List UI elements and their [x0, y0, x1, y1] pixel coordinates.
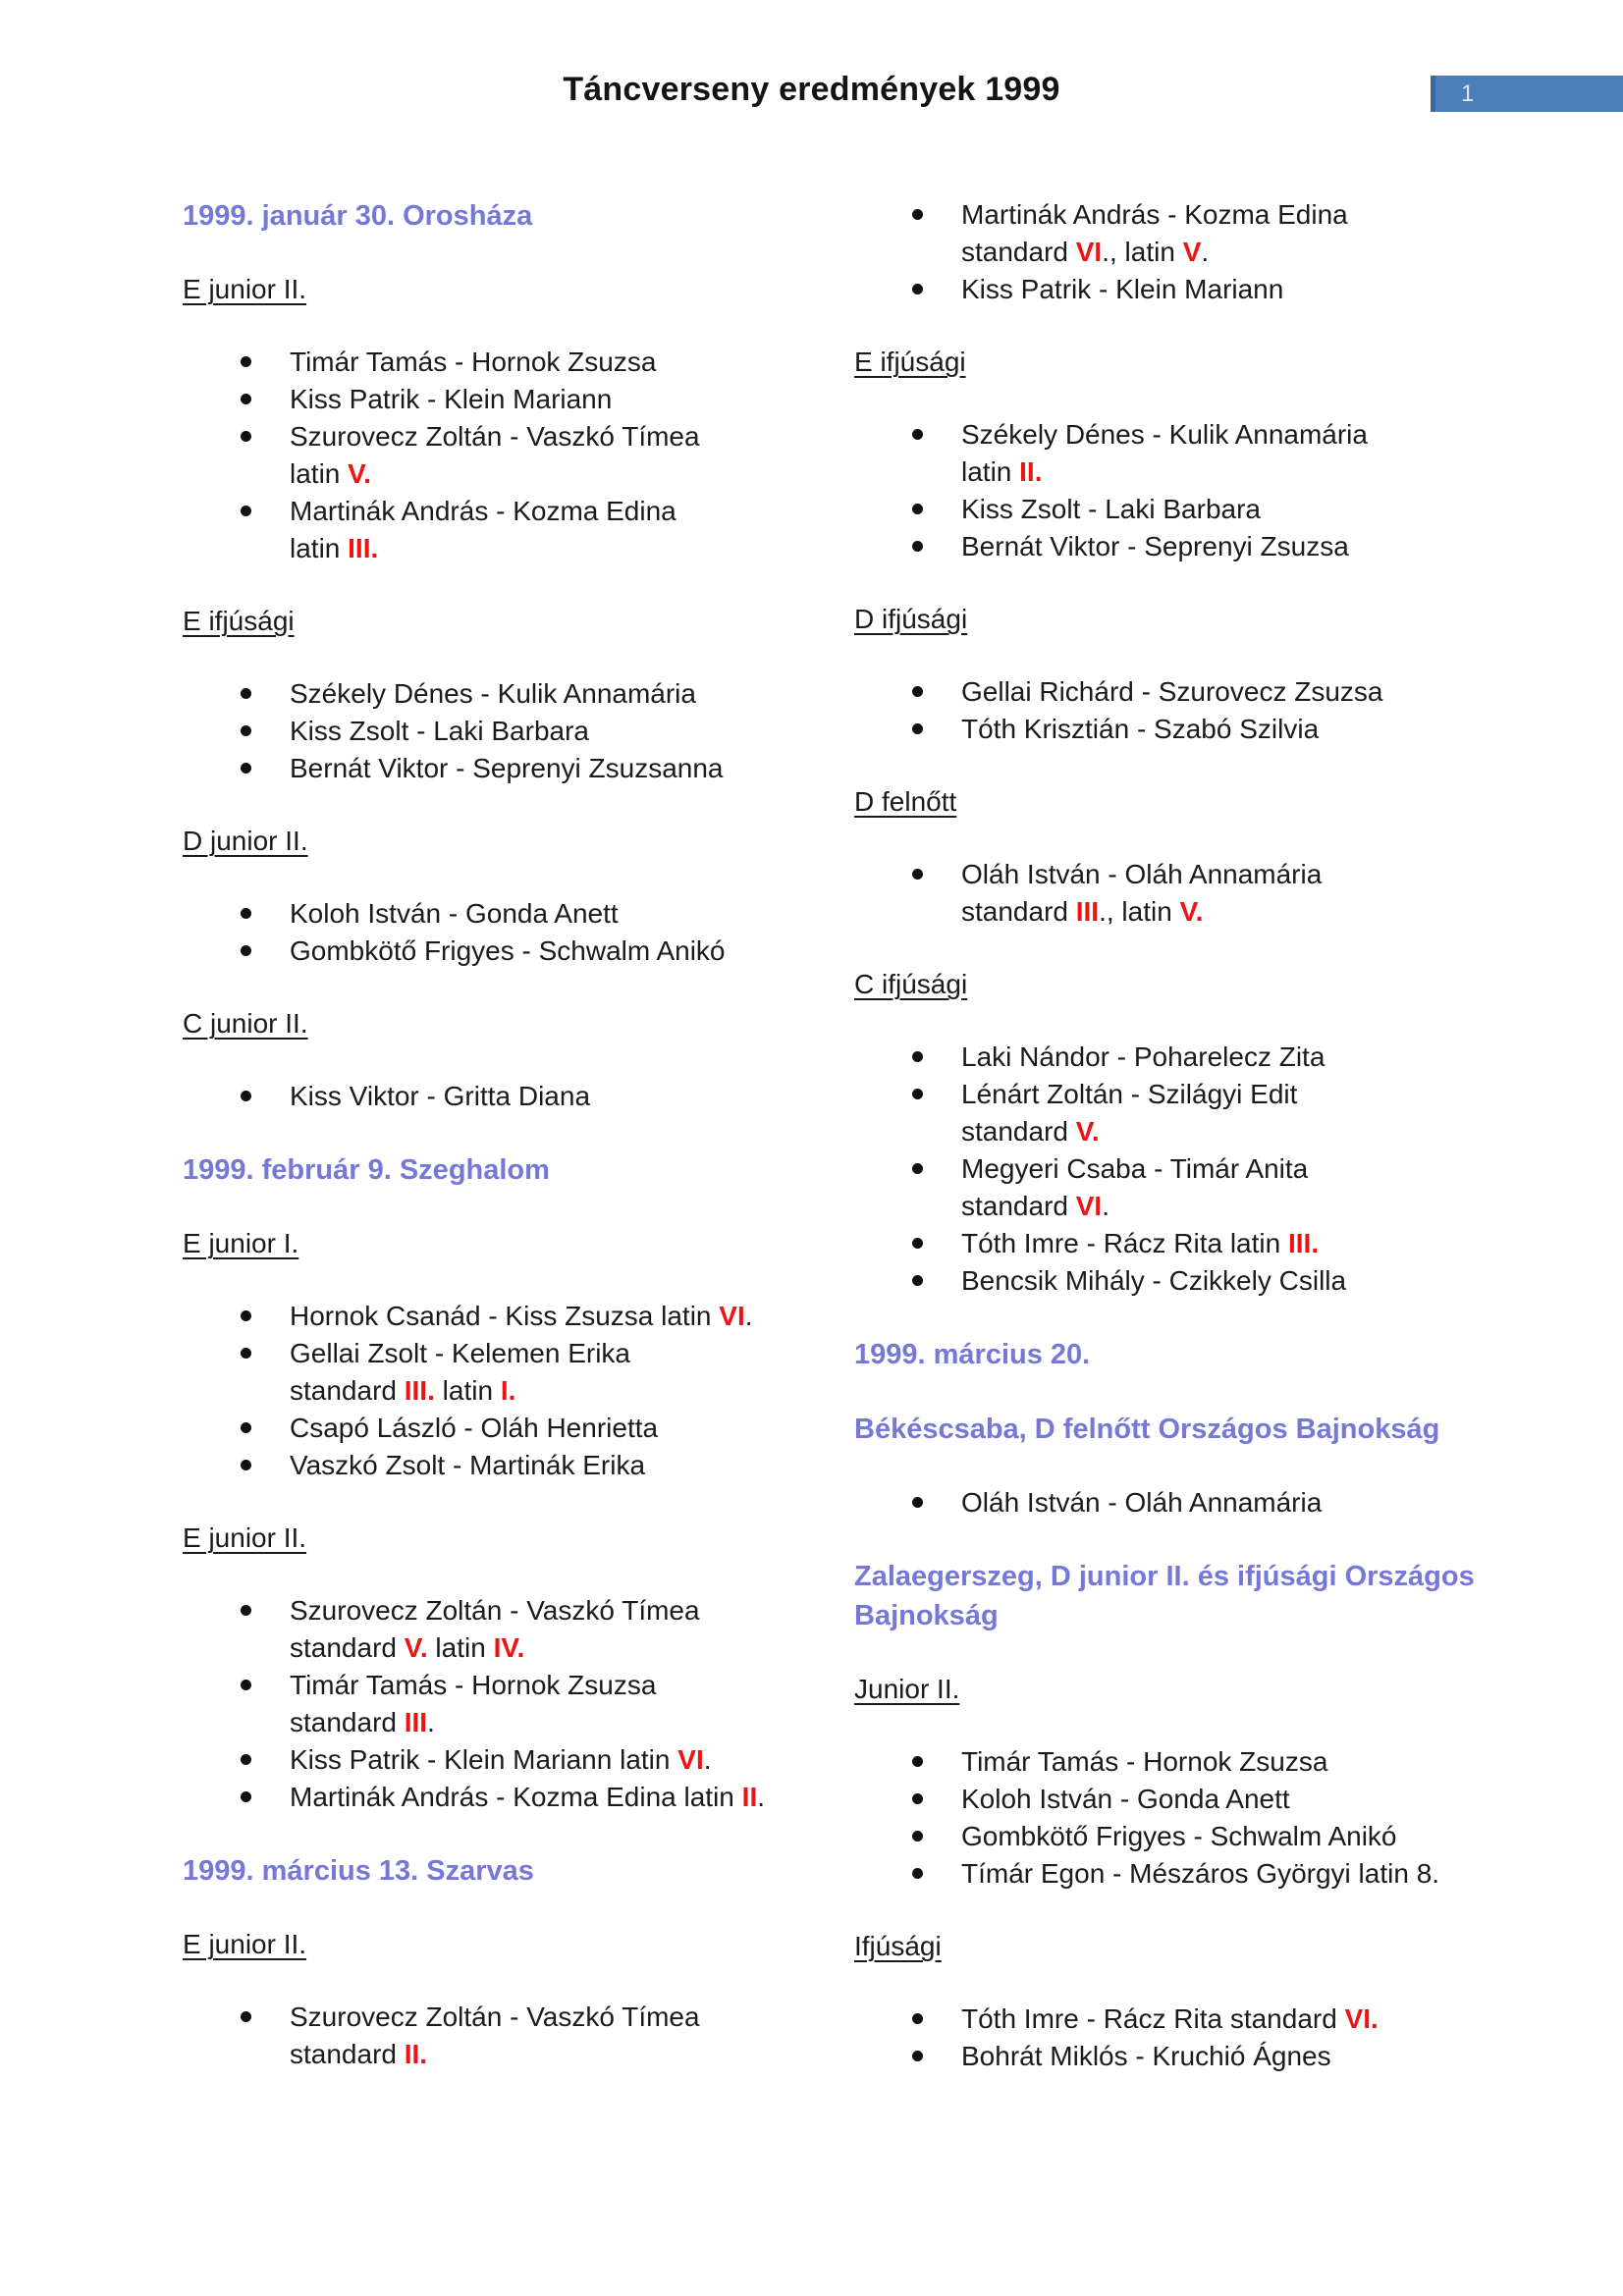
couple-names: Martinák András - Kozma Edina [961, 199, 1348, 230]
result-line [290, 713, 819, 750]
result-item [290, 1447, 819, 1484]
result-item [961, 1855, 1490, 1893]
result-item [290, 1999, 819, 2073]
couple-names: Szurovecz Zoltán - Vaszkó Tímea [290, 421, 700, 452]
couple-names: . [1201, 237, 1210, 267]
event-heading [854, 1410, 1490, 1449]
couple-names: Hornok Csanád - Kiss Zsuzsa latin [290, 1301, 720, 1331]
placement-number: VI [677, 1744, 704, 1775]
results-list [854, 673, 1490, 748]
result-line [290, 675, 819, 713]
result-line [961, 528, 1490, 565]
result-line [290, 344, 819, 381]
placement-number: V. [348, 458, 372, 489]
right-column [854, 196, 1490, 2110]
result-item [290, 895, 819, 933]
result-item [290, 1078, 819, 1115]
heading-text: D ifjúsági [854, 604, 968, 634]
category-heading [854, 966, 1490, 1003]
result-line [961, 1484, 1490, 1522]
heading-text: C junior II. [183, 1008, 308, 1039]
result-line [961, 1188, 1490, 1225]
result-line [290, 1372, 819, 1410]
couple-names: . [744, 1301, 753, 1331]
placement-number: VI [719, 1301, 745, 1331]
result-item [290, 713, 819, 750]
heading-text: C ifjúsági [854, 969, 968, 999]
couple-names: Kiss Zsolt - Laki Barbara [961, 494, 1261, 524]
placement-number: I. [500, 1375, 516, 1406]
placement-number: V [1182, 237, 1202, 267]
couple-names: Koloh István - Gonda Anett [290, 898, 619, 929]
couple-names: Gombkötő Frigyes - Schwalm Anikó [961, 1821, 1397, 1851]
result-item [961, 1076, 1490, 1150]
result-line [290, 2036, 819, 2073]
result-line [290, 530, 819, 567]
couple-names: Bernát Viktor - Seprenyi Zsuzsanna [290, 753, 724, 783]
category-heading [854, 783, 1490, 821]
results-list [183, 1999, 819, 2073]
couple-names: Oláh István - Oláh Annamária [961, 1487, 1323, 1518]
couple-names: standard [961, 896, 1076, 927]
result-line [961, 2038, 1490, 2075]
result-item [290, 1298, 819, 1335]
couple-names: Kiss Zsolt - Laki Barbara [290, 716, 589, 746]
result-line [290, 455, 819, 493]
couple-names: Oláh István - Oláh Annamária [961, 859, 1323, 889]
result-item [961, 491, 1490, 528]
result-item [290, 933, 819, 970]
couple-names: standard [961, 1191, 1076, 1221]
results-list [854, 1039, 1490, 1300]
result-line [961, 1818, 1490, 1855]
result-item [961, 196, 1490, 271]
heading-text: E junior II. [183, 274, 307, 304]
heading-text: Junior II. [854, 1674, 960, 1704]
couple-names: latin [427, 1632, 494, 1663]
heading-text: Zalaegerszeg, D junior II. és ifjúsági Országos Bajnokság [854, 1561, 1475, 1631]
heading-text: 1999. március 13. Szarvas [183, 1855, 534, 1887]
result-line [290, 1592, 819, 1629]
result-line [961, 1039, 1490, 1076]
result-line [290, 1779, 819, 1816]
result-item [290, 1410, 819, 1447]
left-column [183, 196, 819, 2109]
results-list [854, 196, 1490, 308]
couple-names: Gellai Richárd - Szurovecz Zsuzsa [961, 676, 1383, 707]
result-item [961, 2001, 1490, 2038]
placement-number: VI [1075, 237, 1103, 267]
couple-names: . [427, 1707, 435, 1737]
category-heading [854, 1671, 1490, 1708]
couple-names: Tóth Imre - Rácz Rita standard [961, 2003, 1345, 2034]
results-list [854, 2001, 1490, 2075]
heading-text: E ifjúsági [854, 347, 966, 377]
result-line [290, 418, 819, 455]
result-item [961, 1743, 1490, 1781]
heading-text: 1999. február 9. Szeghalom [183, 1154, 550, 1186]
couple-names: Lénárt Zoltán - Szilágyi Edit [961, 1079, 1298, 1109]
couple-names: Kiss Patrik - Klein Mariann [290, 384, 613, 414]
result-line [961, 416, 1490, 454]
category-heading [854, 1928, 1490, 1965]
couple-names: standard [961, 1116, 1076, 1147]
couple-names: latin [961, 456, 1020, 487]
couple-names: Székely Dénes - Kulik Annamária [961, 419, 1368, 450]
couple-names: standard [290, 1707, 405, 1737]
result-line [290, 1447, 819, 1484]
placement-number: III. [404, 1375, 435, 1406]
heading-text: D junior II. [183, 826, 308, 856]
result-line [961, 234, 1490, 271]
placement-number: III. [1287, 1228, 1320, 1258]
couple-names: Kiss Patrik - Klein Mariann [961, 274, 1284, 304]
couple-names: Székely Dénes - Kulik Annamária [290, 678, 696, 709]
result-line [961, 1855, 1490, 1893]
result-line [961, 673, 1490, 711]
results-list [854, 1484, 1490, 1522]
results-list [183, 1592, 819, 1816]
couple-names: . [703, 1744, 712, 1775]
result-item [961, 1781, 1490, 1818]
result-line [961, 1113, 1490, 1150]
couple-names: standard [290, 1375, 405, 1406]
result-line [290, 1078, 819, 1115]
couple-names: standard [290, 1632, 405, 1663]
heading-text: E ifjúsági [183, 606, 295, 636]
couple-names: ., latin [1102, 237, 1183, 267]
couple-names: Vaszkó Zsolt - Martinák Erika [290, 1450, 646, 1480]
couple-names: Kiss Viktor - Gritta Diana [290, 1081, 591, 1111]
results-list [183, 1298, 819, 1484]
page-number-badge [1431, 76, 1623, 112]
result-item [961, 673, 1490, 711]
placement-number: VI. [1344, 2003, 1379, 2034]
couple-names: standard [961, 237, 1076, 267]
results-list [854, 1743, 1490, 1893]
result-item [290, 675, 819, 713]
result-line [290, 1667, 819, 1704]
couple-names: Szurovecz Zoltán - Vaszkó Tímea [290, 1595, 700, 1626]
couple-names: Gombkötő Frigyes - Schwalm Anikó [290, 935, 726, 966]
couple-names: Kiss Patrik - Klein Mariann latin [290, 1744, 678, 1775]
placement-number: VI [1075, 1191, 1103, 1221]
heading-text: 1999. március 20. [854, 1339, 1091, 1370]
couple-names: Megyeri Csaba - Timár Anita [961, 1153, 1309, 1184]
result-line [961, 196, 1490, 234]
result-line [290, 1704, 819, 1741]
result-item [290, 418, 819, 493]
category-heading [183, 1926, 819, 1963]
couple-names: Tímár Egon - Mészáros Györgyi latin 8. [961, 1858, 1440, 1889]
couple-names: Koloh István - Gonda Anett [961, 1784, 1290, 1814]
result-line [961, 491, 1490, 528]
result-item [290, 493, 819, 567]
couple-names: Csapó László - Oláh Henrietta [290, 1413, 659, 1443]
couple-names: . [1102, 1191, 1109, 1221]
results-list [854, 416, 1490, 565]
couple-names: Gellai Zsolt - Kelemen Erika [290, 1338, 631, 1368]
event-heading [854, 1335, 1490, 1374]
event-heading [854, 1557, 1490, 1635]
category-heading [183, 1225, 819, 1262]
heading-text: E junior II. [183, 1522, 307, 1553]
result-item [961, 1262, 1490, 1300]
placement-number: II. [404, 2039, 428, 2069]
result-line [961, 1150, 1490, 1188]
page-number: 1 [1461, 80, 1475, 107]
couple-names: Bencsik Mihály - Czikkely Csilla [961, 1265, 1347, 1296]
result-item [961, 1484, 1490, 1522]
result-line [961, 271, 1490, 308]
result-item [961, 1818, 1490, 1855]
result-line [290, 1999, 819, 2036]
result-item [961, 2038, 1490, 2075]
result-line [290, 895, 819, 933]
heading-text: E junior I. [183, 1228, 299, 1258]
couple-names: Tóth Imre - Rácz Rita latin [961, 1228, 1288, 1258]
result-line [290, 750, 819, 787]
result-item [290, 1667, 819, 1741]
result-item [961, 711, 1490, 748]
result-line [961, 856, 1490, 893]
result-line [961, 893, 1490, 931]
result-line [961, 1743, 1490, 1781]
result-item [290, 1779, 819, 1816]
result-line [961, 1262, 1490, 1300]
event-heading [183, 196, 819, 236]
result-item [961, 416, 1490, 491]
category-heading [183, 603, 819, 640]
results-list [183, 344, 819, 567]
couple-names: ., latin [1099, 896, 1180, 927]
couple-names: latin [290, 533, 349, 563]
category-heading [183, 1005, 819, 1042]
category-heading [854, 344, 1490, 381]
placement-number: III [404, 1707, 428, 1737]
result-line [961, 2001, 1490, 2038]
result-line [290, 1741, 819, 1779]
results-list [183, 895, 819, 970]
couple-names: Bohrát Miklós - Kruchió Ágnes [961, 2041, 1331, 2071]
placement-number: II. [1019, 456, 1043, 487]
category-heading [183, 1520, 819, 1557]
couple-names: Szurovecz Zoltán - Vaszkó Tímea [290, 2002, 700, 2032]
result-item [290, 1335, 819, 1410]
result-line [290, 381, 819, 418]
heading-text: Békéscsaba, D felnőtt Országos Bajnokság [854, 1414, 1440, 1445]
result-line [961, 454, 1490, 491]
couple-names: Timár Tamás - Hornok Zsuzsa [290, 347, 657, 377]
result-item [961, 1225, 1490, 1262]
couple-names: Tóth Krisztián - Szabó Szilvia [961, 714, 1320, 744]
result-line [290, 1335, 819, 1372]
result-line [290, 1298, 819, 1335]
result-line [290, 933, 819, 970]
placement-number: II [741, 1782, 758, 1812]
result-item [290, 1592, 819, 1667]
result-item [961, 271, 1490, 308]
result-line [961, 1076, 1490, 1113]
result-item [290, 750, 819, 787]
result-item [290, 344, 819, 381]
result-item [961, 528, 1490, 565]
placement-number: III. [348, 533, 379, 563]
event-heading [183, 1851, 819, 1891]
couple-names: standard [290, 2039, 405, 2069]
results-list [183, 675, 819, 787]
heading-text: E junior II. [183, 1929, 307, 1959]
couple-names: Timár Tamás - Hornok Zsuzsa [961, 1746, 1328, 1777]
couple-names: Martinák András - Kozma Edina latin [290, 1782, 742, 1812]
results-list [183, 1078, 819, 1115]
placement-number: V. [1179, 896, 1204, 927]
result-item [290, 381, 819, 418]
result-line [290, 1410, 819, 1447]
result-line [961, 711, 1490, 748]
result-item [961, 1039, 1490, 1076]
category-heading [854, 601, 1490, 638]
heading-text: Ifjúsági [854, 1931, 942, 1961]
couple-names: latin [434, 1375, 501, 1406]
event-heading [183, 1150, 819, 1190]
category-heading [183, 823, 819, 860]
placement-number: V. [1075, 1116, 1100, 1147]
results-list [854, 856, 1490, 931]
couple-names: Laki Nándor - Poharelecz Zita [961, 1041, 1325, 1072]
heading-text: 1999. január 30. Orosháza [183, 200, 533, 232]
result-item [290, 1741, 819, 1779]
result-line [290, 493, 819, 530]
heading-text: D felnőtt [854, 786, 957, 817]
couple-names: . [757, 1782, 766, 1812]
category-heading [183, 271, 819, 308]
couple-names: Martinák András - Kozma Edina [290, 496, 676, 526]
result-line [290, 1629, 819, 1667]
result-item [961, 856, 1490, 931]
placement-number: V. [404, 1632, 428, 1663]
couple-names: Timár Tamás - Hornok Zsuzsa [290, 1670, 657, 1700]
result-line [961, 1225, 1490, 1262]
document-title: Táncverseny eredmények 1999 [563, 71, 1060, 108]
result-line [961, 1781, 1490, 1818]
result-item [961, 1150, 1490, 1225]
placement-number: III [1075, 896, 1100, 927]
placement-number: IV. [493, 1632, 525, 1663]
couple-names: latin [290, 458, 349, 489]
couple-names: Bernát Viktor - Seprenyi Zsuzsa [961, 531, 1349, 561]
